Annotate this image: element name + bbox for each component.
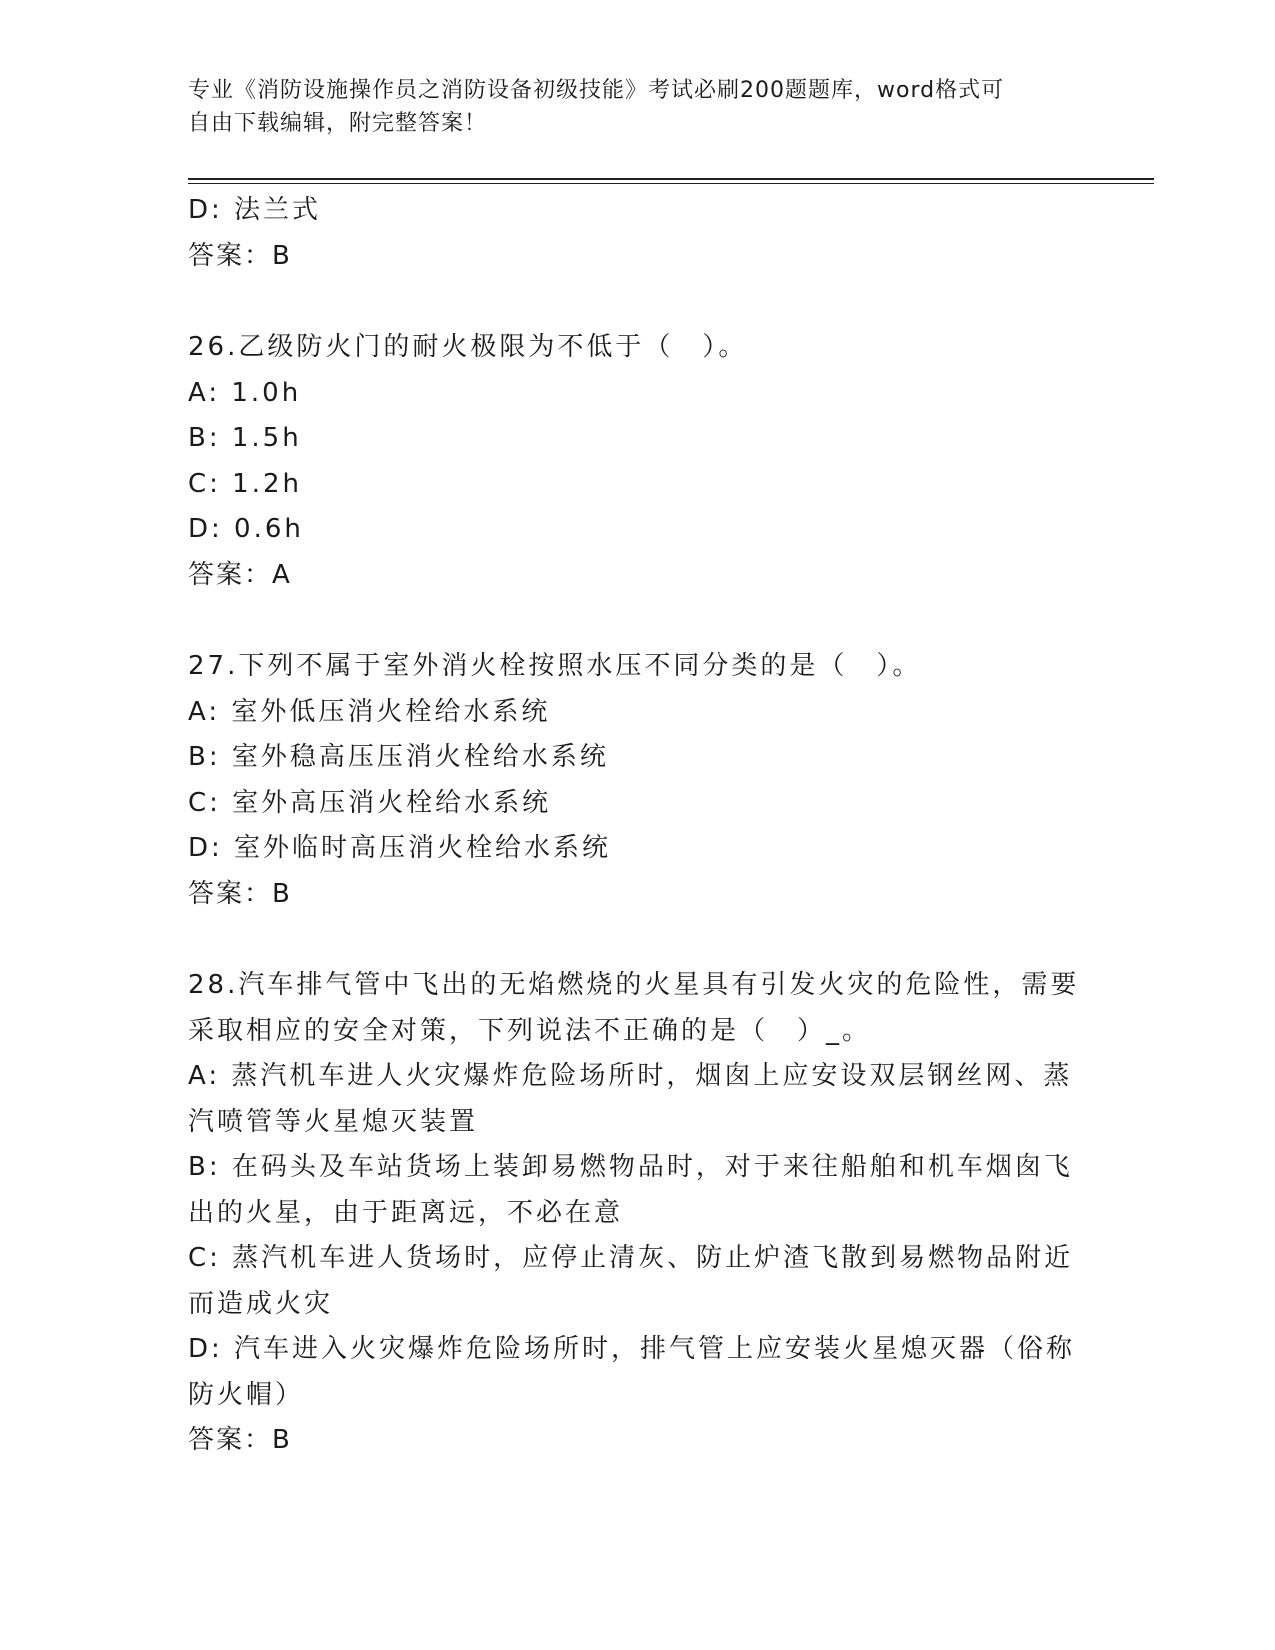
answer: 答案：B: [188, 1425, 292, 1455]
option-b-line-2: 出的火星，由于距离远，不必在意: [188, 1197, 624, 1228]
prev-answer: 答案：B: [188, 240, 292, 271]
header-line-1: 专业《消防设施操作员之消防设备初级技能》考试必刷200题题库，word格式可: [188, 78, 1005, 103]
option-d: D: 0.6h: [188, 514, 304, 544]
option-c-line-2: 而造成火灾: [188, 1288, 334, 1319]
question-26: [188, 325, 1088, 598]
question-stem: 26.乙级防火门的耐火极限为不低于（ ）。: [188, 332, 748, 362]
header-rule-thick: [188, 178, 1154, 180]
option-b: B: 室外稳高压压消火栓给水系统: [188, 742, 609, 772]
option-c: C: 1.2h: [188, 468, 303, 499]
option-c-line-1: C: 蒸汽机车进人货场时，应停止清灰、防止炉渣飞散到易燃物品附近: [188, 1243, 1074, 1273]
header-line-2: 自由下载编辑，附完整答案！: [188, 111, 488, 136]
option-a: A: 室外低压消火栓给水系统: [188, 696, 551, 727]
prev-option-d: D: 法兰式: [188, 195, 322, 225]
option-c: C: 室外高压消火栓给水系统: [188, 787, 552, 818]
option-d: D: 室外临时高压消火栓给水系统: [188, 833, 612, 863]
question-list: [188, 188, 1088, 1464]
page-header: [188, 74, 1068, 140]
spacer: [188, 917, 1088, 963]
question-27: [188, 644, 1088, 917]
option-b-line-1: B: 在码头及车站货场上装卸易燃物品时，对于来往船舶和机车烟囱飞: [188, 1152, 1073, 1182]
spacer: [188, 598, 1088, 644]
option-a: A: 1.0h: [188, 377, 302, 408]
option-b: B: 1.5h: [188, 423, 302, 453]
option-a-line-2: 汽喷管等火星熄灭装置: [188, 1106, 479, 1137]
answer: 答案：B: [188, 878, 292, 909]
option-d-line-1: D: 汽车进入火灾爆炸危险场所时，排气管上应安装火星熄灭器（俗称: [188, 1334, 1076, 1364]
option-a-line-1: A: 蒸汽机车进人火灾爆炸危险场所时，烟囱上应安设双层钢丝网、蒸: [188, 1061, 1073, 1091]
question-stem: 27.下列不属于室外消火栓按照水压不同分类的是（ ）。: [188, 651, 922, 681]
answer: 答案：A: [188, 559, 292, 590]
question-stem-line-1: 28.汽车排气管中飞出的无焰燃烧的火星具有引发火灾的危险性，需要: [188, 970, 1080, 1000]
header-rule-thin: [188, 183, 1154, 184]
option-d-line-2: 防火帽）: [188, 1379, 305, 1410]
spacer: [188, 279, 1088, 325]
question-28: [188, 963, 1088, 1464]
question-stem-line-2: 采取相应的安全对策，下列说法不正确的是（ ）_。: [188, 1015, 872, 1046]
